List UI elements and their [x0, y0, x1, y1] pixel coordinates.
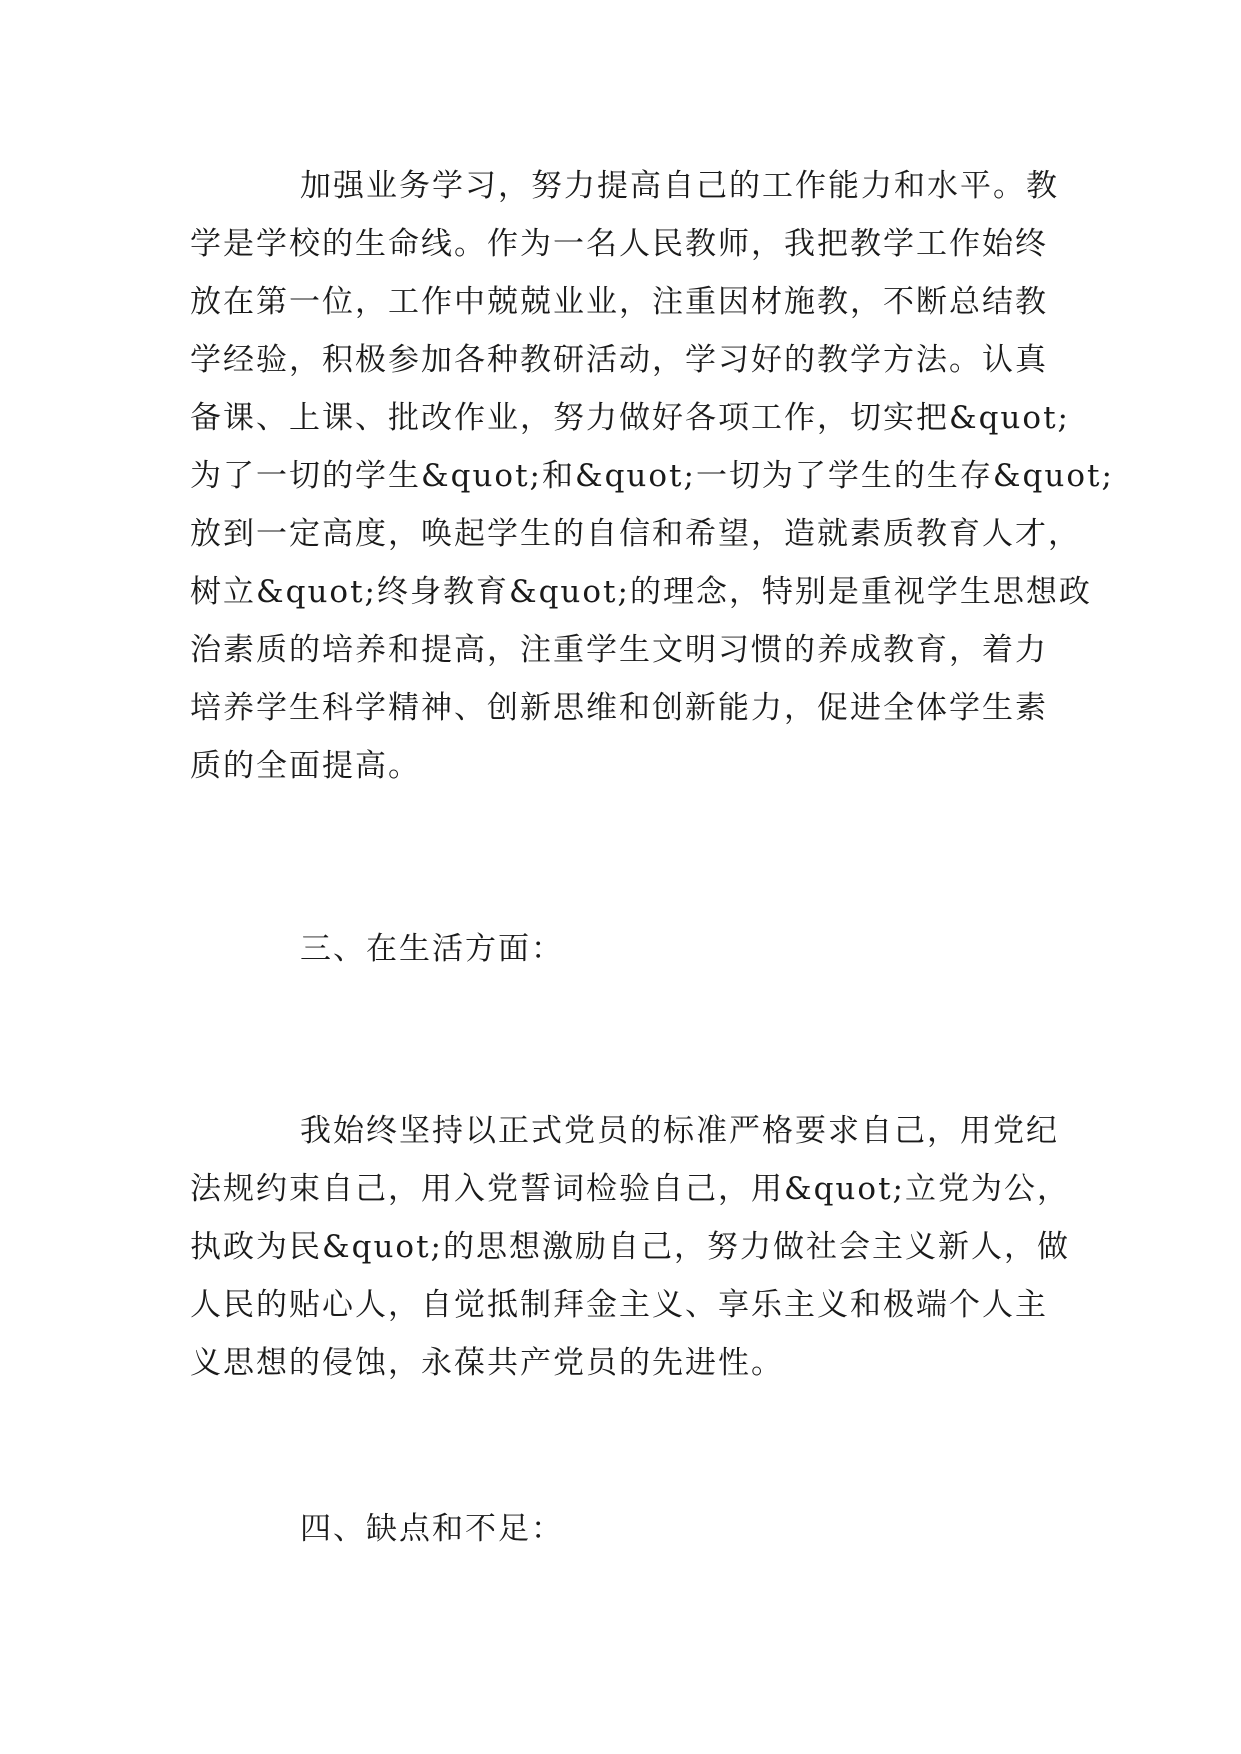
- paragraph-1-line-7: 放到一定高度，唤起学生的自信和希望，造就素质教育人才，: [190, 516, 1081, 552]
- paragraph-2-line-5: 义思想的侵蚀，永葆共产党员的先进性。: [190, 1345, 784, 1381]
- paragraph-2-line-1: 我始终坚持以正式党员的标准严格要求自己，用党纪: [300, 1113, 1059, 1149]
- paragraph-1-line-11: 质的全面提高。: [190, 748, 421, 784]
- paragraph-1-line-2: 学是学校的生命线。作为一名人民教师，我把教学工作始终: [190, 226, 1048, 262]
- paragraph-2-line-3: 执政为民&quot;的思想激励自己，努力做社会主义新人，做: [190, 1229, 1070, 1265]
- paragraph-1-line-5: 备课、上课、批改作业，努力做好各项工作，切实把&quot;: [190, 400, 1070, 436]
- paragraph-1-line-8: 树立&quot;终身教育&quot;的理念，特别是重视学生思想政: [190, 574, 1092, 610]
- section-heading-life: 三、在生活方面：: [300, 931, 564, 967]
- paragraph-1-line-1: 加强业务学习，努力提高自己的工作能力和水平。教: [300, 168, 1059, 204]
- section-heading-shortcomings: 四、缺点和不足：: [300, 1511, 564, 1547]
- paragraph-2-line-4: 人民的贴心人，自觉抵制拜金主义、享乐主义和极端个人主: [190, 1287, 1048, 1323]
- paragraph-2-line-2: 法规约束自己，用入党誓词检验自己，用&quot;立党为公，: [190, 1171, 1070, 1207]
- paragraph-1-line-4: 学经验，积极参加各种教研活动，学习好的教学方法。认真: [190, 342, 1048, 378]
- paragraph-1-line-3: 放在第一位，工作中兢兢业业，注重因材施教，不断总结教: [190, 284, 1048, 320]
- paragraph-1-line-10: 培养学生科学精神、创新思维和创新能力，促进全体学生素: [190, 690, 1048, 726]
- paragraph-1-line-9: 治素质的培养和提高，注重学生文明习惯的养成教育，着力: [190, 632, 1048, 668]
- paragraph-1-line-6: 为了一切的学生&quot;和&quot;一切为了学生的生存&quot;: [190, 458, 1114, 494]
